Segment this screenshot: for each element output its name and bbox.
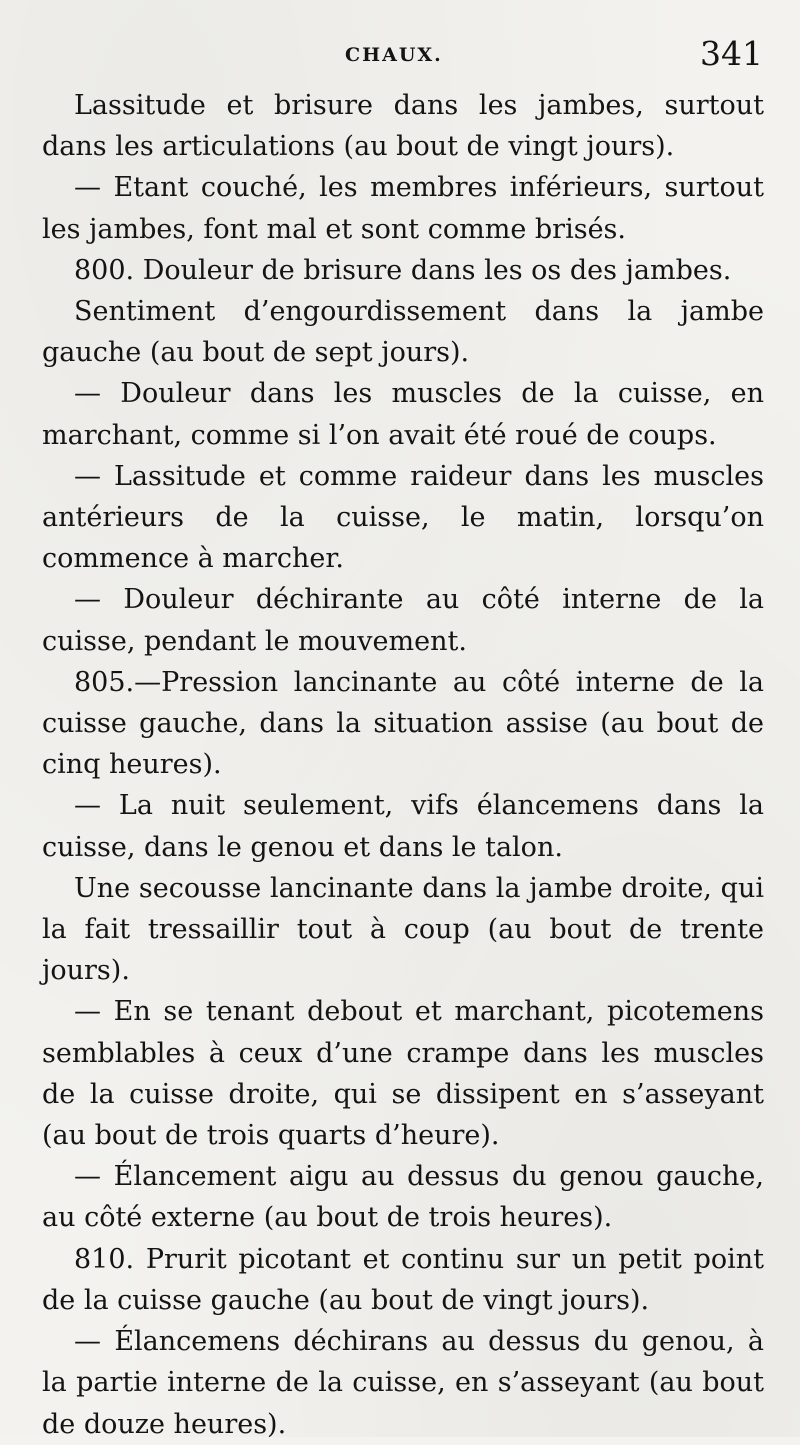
paragraph: Une secousse lancinante dans la jambe droite, qui la fait tressaillir tout à coup (au bout de trente jours). xyxy=(42,872,764,987)
body-text xyxy=(42,85,764,1445)
paragraph: — Élancement aigu au dessus du genou gauche, au côté externe (au bout de trois heures). xyxy=(42,1161,764,1234)
page-header xyxy=(0,34,800,84)
paragraph: Lassitude et brisure dans les jambes, surtout dans les articulations (au bout de vingt jours). xyxy=(42,90,764,163)
running-head: CHAUX. xyxy=(345,44,443,66)
paragraph: — Lassitude et comme raideur dans les muscles antérieurs de la cuisse, le matin, lorsqu’on commence à marcher. xyxy=(42,460,764,575)
paragraph: — Douleur dans les muscles de la cuisse, en marchant, comme si l’on avait été roué de coups. xyxy=(42,378,764,451)
paragraph: 800. Douleur de brisure dans les os des jambes. xyxy=(74,254,732,286)
paragraph: Sentiment d’engourdissement dans la jambe gauche (au bout de sept jours). xyxy=(42,296,764,369)
paragraph: — Etant couché, les membres inférieurs, surtout les jambes, font mal et sont comme brisés. xyxy=(42,172,764,245)
paragraph: — Douleur déchirante au côté interne de la cuisse, pendant le mouvement. xyxy=(42,584,764,657)
paragraph: 810. Prurit picotant et continu sur un petit point de la cuisse gauche (au bout de vingt jours). xyxy=(42,1243,764,1316)
paragraph: — La nuit seulement, vifs élancemens dans la cuisse, dans le genou et dans le talon. xyxy=(42,790,764,863)
page-number: 341 xyxy=(700,34,763,73)
paragraph: — Élancemens déchirans au dessus du genou, à la partie interne de la cuisse, en s’asseyant (au bout de douze heures). xyxy=(42,1326,764,1440)
paragraph: 805.—Pression lancinante au côté interne de la cuisse gauche, dans la situation assise (au bout de cinq heures). xyxy=(42,666,764,781)
paragraph: — En se tenant debout et marchant, picotemens semblables à ceux d’une crampe dans les muscles de la cuisse droite, qui se dissipent en s’asseyant (au bout de trois quarts d’heure). xyxy=(42,996,764,1152)
